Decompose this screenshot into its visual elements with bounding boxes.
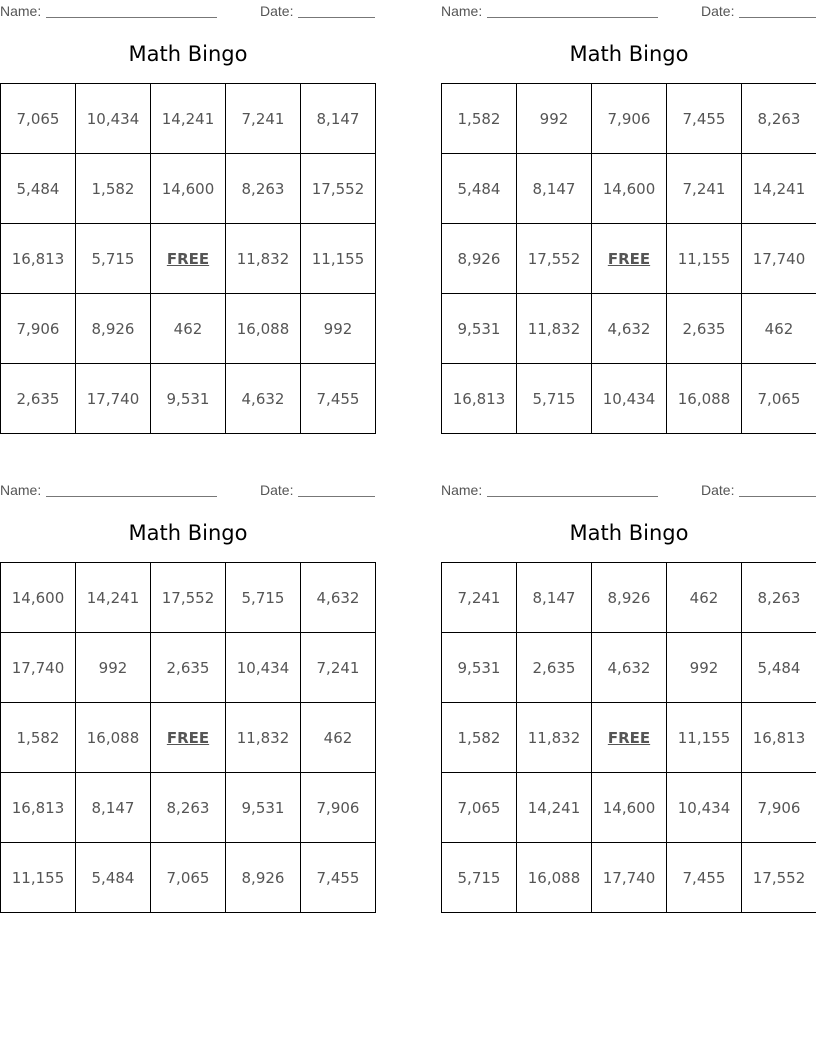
bingo-cell: 5,484 [742, 633, 816, 703]
bingo-cell: 5,715 [76, 224, 151, 294]
date-label: Date: [260, 482, 294, 498]
bingo-cell: 16,813 [442, 364, 517, 434]
bingo-cell: 16,088 [667, 364, 742, 434]
grid-row [1, 84, 376, 154]
bingo-cell: 8,926 [442, 224, 517, 294]
bingo-cell: 462 [742, 294, 816, 364]
name-label: Name: [0, 3, 42, 19]
card-title: Math Bingo [128, 521, 248, 545]
date-label: Date: [260, 3, 294, 19]
bingo-cell: 5,484 [1, 154, 76, 224]
bingo-cell: 1,582 [76, 154, 151, 224]
card-title: Math Bingo [569, 42, 689, 66]
bingo-cell: 17,740 [1, 633, 76, 703]
bingo-cell: 8,263 [742, 563, 816, 633]
bingo-cell: 992 [76, 633, 151, 703]
bingo-cell: 14,241 [742, 154, 816, 224]
date-blank-line [298, 17, 375, 18]
bingo-cell: 1,582 [442, 703, 517, 773]
grid-row [442, 294, 816, 364]
date-blank-line [298, 496, 375, 497]
bingo-cell: 14,600 [151, 154, 226, 224]
bingo-cell: 9,531 [151, 364, 226, 434]
bingo-cell: 992 [301, 294, 376, 364]
bingo-cell: 8,263 [226, 154, 301, 224]
date-label: Date: [701, 3, 735, 19]
bingo-cell: 17,740 [742, 224, 816, 294]
name-date-line [441, 479, 816, 499]
bingo-cell: 10,434 [592, 364, 667, 434]
grid-row [442, 843, 816, 913]
bingo-cell: 8,147 [517, 563, 592, 633]
bingo-cell: 8,926 [76, 294, 151, 364]
bingo-cell: 8,263 [151, 773, 226, 843]
bingo-cell: 7,906 [592, 84, 667, 154]
bingo-cell: 14,241 [517, 773, 592, 843]
bingo-cell: 4,632 [592, 633, 667, 703]
bingo-cell: 7,455 [301, 843, 376, 913]
bingo-cell: 7,065 [442, 773, 517, 843]
date-blank-line [739, 496, 816, 497]
grid-row [1, 633, 376, 703]
date-label: Date: [701, 482, 735, 498]
bingo-cell: 462 [667, 563, 742, 633]
bingo-cell: 10,434 [76, 84, 151, 154]
date-blank-line [739, 17, 816, 18]
grid-row [1, 563, 376, 633]
bingo-cell: 11,832 [517, 294, 592, 364]
bingo-cell: 1,582 [1, 703, 76, 773]
bingo-grid [441, 562, 816, 913]
grid-row [442, 703, 816, 773]
bingo-cell: 992 [517, 84, 592, 154]
grid-row [1, 364, 376, 434]
bingo-cell: 8,926 [592, 563, 667, 633]
bingo-cell: 11,832 [226, 224, 301, 294]
bingo-cell: 2,635 [667, 294, 742, 364]
grid-row [1, 154, 376, 224]
bingo-cell: 5,484 [76, 843, 151, 913]
bingo-cell: 11,155 [667, 703, 742, 773]
bingo-cell: 8,263 [742, 84, 816, 154]
bingo-cell: 14,241 [151, 84, 226, 154]
grid-row [1, 773, 376, 843]
bingo-cell: 5,715 [442, 843, 517, 913]
bingo-cell: 4,632 [301, 563, 376, 633]
bingo-cell: 5,715 [517, 364, 592, 434]
card-title: Math Bingo [128, 42, 248, 66]
grid-row [1, 703, 376, 773]
bingo-cell: 7,906 [742, 773, 816, 843]
bingo-cell: 11,832 [226, 703, 301, 773]
free-space-cell: FREE [592, 224, 667, 294]
bingo-cell: 9,531 [442, 294, 517, 364]
bingo-cell: 17,740 [592, 843, 667, 913]
bingo-cell: 5,484 [442, 154, 517, 224]
bingo-cell: 8,926 [226, 843, 301, 913]
name-date-line [441, 0, 816, 20]
bingo-cell: 7,065 [151, 843, 226, 913]
grid-row [1, 843, 376, 913]
name-blank-line [46, 17, 217, 18]
bingo-cell: 4,632 [226, 364, 301, 434]
bingo-cell: 17,552 [151, 563, 226, 633]
card-title: Math Bingo [569, 521, 689, 545]
bingo-cell: 7,455 [667, 843, 742, 913]
bingo-cell: 10,434 [667, 773, 742, 843]
bingo-cell: 14,600 [1, 563, 76, 633]
bingo-cell: 8,147 [517, 154, 592, 224]
bingo-cell: 9,531 [226, 773, 301, 843]
bingo-cell: 8,147 [301, 84, 376, 154]
bingo-cell: 17,552 [517, 224, 592, 294]
bingo-grid [441, 83, 816, 434]
bingo-cell: 10,434 [226, 633, 301, 703]
bingo-cell: 16,088 [76, 703, 151, 773]
bingo-cell: 2,635 [517, 633, 592, 703]
bingo-cell: 17,552 [742, 843, 816, 913]
bingo-cell: 7,241 [301, 633, 376, 703]
bingo-cell: 7,241 [667, 154, 742, 224]
bingo-cell: 1,582 [442, 84, 517, 154]
bingo-cell: 11,155 [667, 224, 742, 294]
grid-row [442, 563, 816, 633]
free-space-cell: FREE [151, 224, 226, 294]
free-space-cell: FREE [151, 703, 226, 773]
bingo-grid [0, 562, 376, 913]
grid-row [442, 224, 816, 294]
name-date-line [0, 479, 376, 499]
bingo-cell: 17,740 [76, 364, 151, 434]
bingo-cell: 16,813 [1, 224, 76, 294]
bingo-cell: 11,155 [301, 224, 376, 294]
bingo-cell: 8,147 [76, 773, 151, 843]
grid-row [1, 224, 376, 294]
bingo-cell: 9,531 [442, 633, 517, 703]
bingo-cell: 16,813 [742, 703, 816, 773]
bingo-cell: 7,065 [1, 84, 76, 154]
name-blank-line [46, 496, 217, 497]
bingo-cell: 16,813 [1, 773, 76, 843]
bingo-cell: 14,600 [592, 154, 667, 224]
bingo-cell: 14,241 [76, 563, 151, 633]
bingo-cell: 7,455 [667, 84, 742, 154]
name-blank-line [487, 17, 658, 18]
bingo-cell: 7,241 [226, 84, 301, 154]
grid-row [442, 154, 816, 224]
grid-row [442, 84, 816, 154]
grid-row [442, 364, 816, 434]
name-blank-line [487, 496, 658, 497]
bingo-cell: 11,155 [1, 843, 76, 913]
grid-row [442, 633, 816, 703]
bingo-cell: 17,552 [301, 154, 376, 224]
bingo-grid [0, 83, 376, 434]
bingo-cell: 2,635 [151, 633, 226, 703]
bingo-cell: 7,065 [742, 364, 816, 434]
bingo-cell: 462 [301, 703, 376, 773]
name-label: Name: [441, 3, 483, 19]
bingo-cell: 11,832 [517, 703, 592, 773]
bingo-cell: 14,600 [592, 773, 667, 843]
bingo-cell: 16,088 [226, 294, 301, 364]
bingo-cell: 16,088 [517, 843, 592, 913]
bingo-cell: 7,906 [301, 773, 376, 843]
bingo-cell: 992 [667, 633, 742, 703]
bingo-cell: 7,241 [442, 563, 517, 633]
free-space-cell: FREE [592, 703, 667, 773]
bingo-cell: 7,906 [1, 294, 76, 364]
bingo-cell: 5,715 [226, 563, 301, 633]
bingo-cell: 462 [151, 294, 226, 364]
grid-row [1, 294, 376, 364]
bingo-cell: 4,632 [592, 294, 667, 364]
bingo-cell: 2,635 [1, 364, 76, 434]
grid-row [442, 773, 816, 843]
name-date-line [0, 0, 376, 20]
name-label: Name: [0, 482, 42, 498]
name-label: Name: [441, 482, 483, 498]
bingo-cell: 7,455 [301, 364, 376, 434]
